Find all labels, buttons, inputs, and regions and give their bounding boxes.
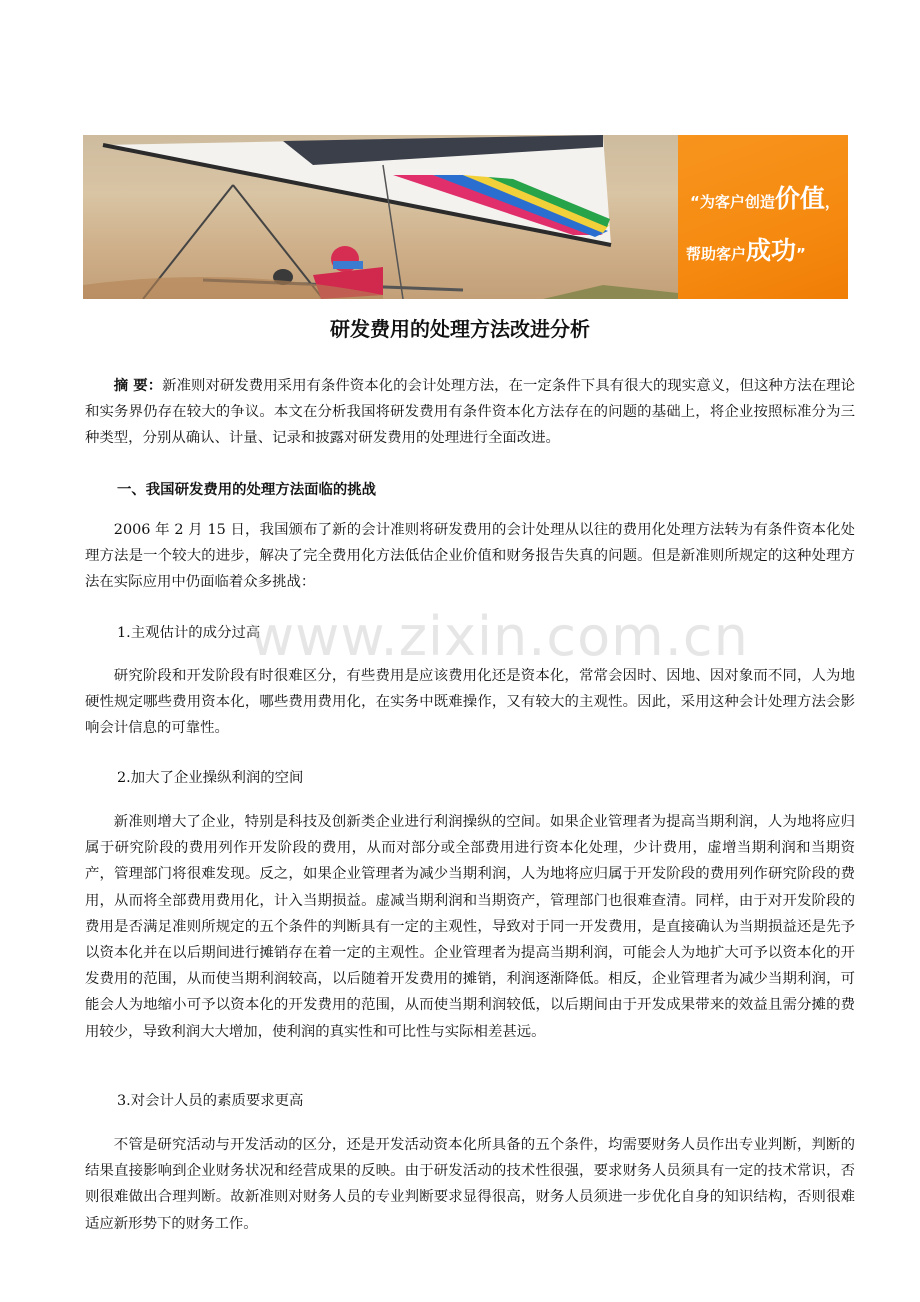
- subsection-paragraph-3: 不管是研究活动与开发活动的区分，还是开发活动资本化所具备的五个条件，均需要财务人员作出专业判断，判断的结果直接影响到企业财务状况和经营成果的反映。由于研发活动的技术性很强，要求财务人员须具有一定的技术常识，否则很难做出合理判断。故新准则对财务人员的专业判断要求显得很高，财务人员须进一步优化自身的知识结构，否则很难适应新形势下的财务工作。: [85, 1137, 855, 1232]
- abstract-label: 摘 要：: [113, 378, 163, 394]
- hang-glider-photo: [83, 135, 678, 299]
- subsection-heading-3: 3.对会计人员的素质要求更高: [117, 1093, 304, 1109]
- slogan-line-1: “为客户创造价值，: [690, 184, 840, 213]
- slogan-panel: [678, 135, 848, 299]
- subsection-paragraph-1: 研究阶段和开发阶段有时很难区分，有些费用是应该费用化还是资本化，常常会因时、因地、因对象而不同，人为地硬性规定哪些费用资本化，哪些费用费用化，在实务中既难操作，又有较大的主观性。因此，采用这种会计处理方法会影响会计信息的可靠性。: [85, 668, 855, 737]
- section-intro-paragraph: 2006 年 2 月 15 日，我国颁布了新的会计准则将研发费用的会计处理从以往的费用化处理方法转为有条件资本化处理方法是一个较大的进步，解决了完全费用化方法低估企业价值和财务报告失真的问题。但是新准则所规定的这种处理方法在实际应用中仍面临着众多挑战：: [85, 522, 855, 591]
- abstract-paragraph: [85, 373, 855, 452]
- section-heading: 一、我国研发费用的处理方法面临的挑战: [117, 482, 377, 498]
- abstract-text: 新准则对研发费用采用有条件资本化的会计处理方法，在一定条件下具有很大的现实意义，但这种方法在理论和实务界仍存在较大的争议。本文在分析我国将研发费用有条件资本化方法存在的问题的基础上，将企业按照标准分为三种类型，分别从确认、计量、记录和披露对研发费用的处理进行全面改进。: [85, 378, 855, 447]
- subsection-heading-1: 1.主观估计的成分过高: [117, 625, 261, 641]
- subsection-heading-2: 2.加大了企业操纵利润的空间: [117, 770, 304, 786]
- watermark: www.zixin.com.cn: [250, 605, 749, 668]
- document-title: 研发费用的处理方法改进分析: [330, 317, 590, 341]
- header-banner: [83, 135, 848, 299]
- subsection-paragraph-2: 新准则增大了企业，特别是科技及创新类企业进行利润操纵的空间。如果企业管理者为提高当期利润，人为地将应归属于研究阶段的费用列作开发阶段的费用，从而对部分或全部费用进行资本化处理，少计费用，虚增当期利润和当期资产，管理部门将很难发现。反之，如果企业管理者为减少当期利润，人为地将应归属于开发阶段的费用列作研究阶段的费用，从而将全部费用费用化，计入当期损益。虚减当期利润和当期资产，管理部门也很难查清。同样，由于对开发阶段的费用是否满足准则所规定的五个条件的判断具有一定的主观性，导致对于同一开发费用，是直接确认为当期损益还是先予以资本化并在以后期间进行摊销存在着一定的主观性。企业管理者为提高当期利润，可能会人为地扩大可予以资本化的开发费用的范围，从而使当期利润较高，以后随着开发费用的摊销，利润逐渐降低。相反，企业管理者为减少当期利润，可能会人为地缩小可予以资本化的开发费用的范围，从而使当期利润较低，以后期间由于开发成果带来的效益且需分摊的费用较少，导致利润大大增加，使利润的真实性和可比性与实际相差甚远。: [85, 814, 855, 1040]
- slogan-line-2: 帮助客户成功”: [686, 236, 806, 265]
